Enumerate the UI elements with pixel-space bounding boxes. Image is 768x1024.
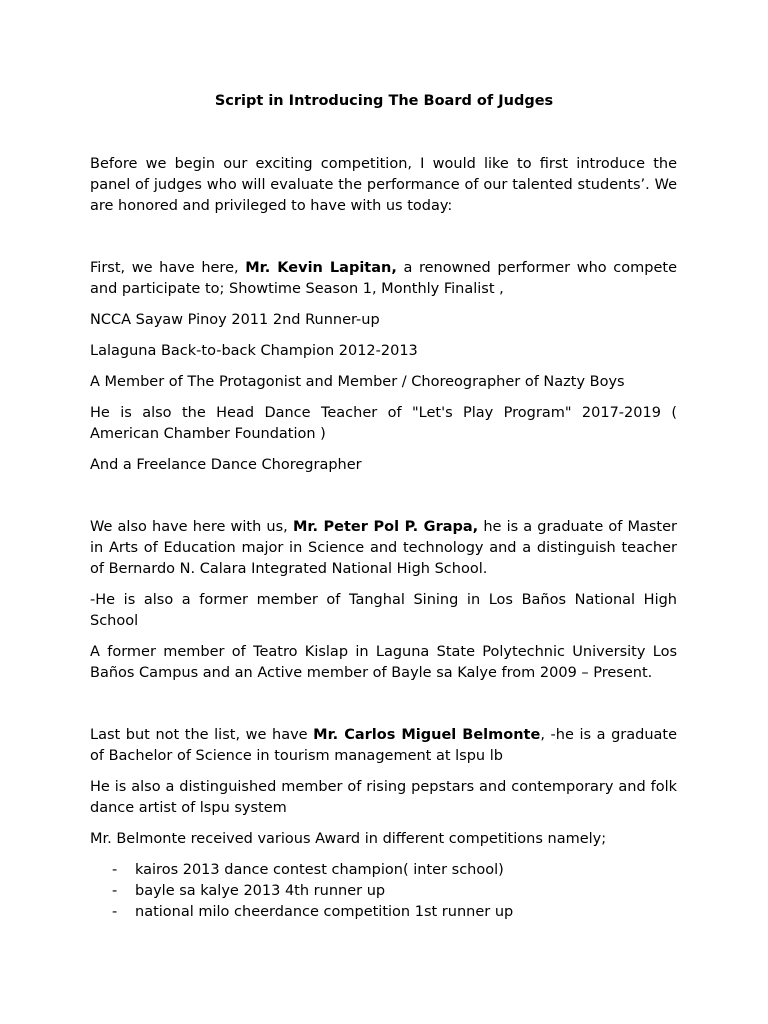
judge1-item: A Member of The Protagonist and Member / Choreographer of Nazty Boys <box>90 374 625 390</box>
judge2-desc: he is a graduate of Master in Arts of Education major in Science and technology and a distinguish teacher of Bernardo N. Calara Integrated National High School. <box>90 519 678 577</box>
award-item <box>90 860 677 881</box>
judge1-desc: a renowned performer who compete and participate to; Showtime Season 1, Monthly Finalist , <box>90 260 677 297</box>
award-item <box>90 902 677 923</box>
document-body <box>90 154 677 923</box>
judge1-item: Lalaguna Back-to-back Champion 2012-2013 <box>90 343 418 359</box>
bullet-dash: - <box>112 904 118 920</box>
judge1-item: He is also the Head Dance Teacher of "Let's Play Program" 2017-2019 ( American Chamber Foundation ) <box>90 405 677 442</box>
judge3-intro-paragraph <box>90 725 677 767</box>
judge1-intro-paragraph <box>90 258 677 300</box>
judge2-item: A former member of Teatro Kislap in Laguna State Polytechnic University Los Baños Campus and an Active member of Bayle sa Kalye from 2009 – Present. <box>90 644 677 681</box>
judge1-item: NCCA Sayaw Pinoy 2011 2nd Runner-up <box>90 312 380 328</box>
judge3-item: Mr. Belmonte received various Award in different competitions namely; <box>90 831 607 847</box>
bullet-dash: - <box>112 883 118 899</box>
judge2-name: Mr. Peter Pol P. Grapa, <box>292 519 479 535</box>
judge3-desc: , -he is a graduate of Bachelor of Science in tourism management at lspu lb <box>90 727 678 764</box>
judge3-lead: Last but not the list, we have <box>90 727 314 743</box>
intro-paragraph: Before we begin our exciting competition, I would like to first introduce the panel of judges who will evaluate the performance of our talented students’. We are honored and privileged to have with us today: <box>90 156 677 214</box>
judge3-name: Mr. Carlos Miguel Belmonte <box>313 727 541 743</box>
bullet-dash: - <box>112 862 118 878</box>
judge1-name: Mr. Kevin Lapitan, <box>245 260 397 276</box>
awards-list <box>90 860 677 923</box>
judge2-item: -He is also a former member of Tanghal Sining in Los Baños National High School <box>90 592 677 629</box>
award-text: national milo cheerdance competition 1st runner up <box>135 904 514 920</box>
judge1-item: And a Freelance Dance Choregrapher <box>90 457 362 473</box>
award-text: kairos 2013 dance contest champion( inter school) <box>135 862 504 878</box>
judge1-lead: First, we have here, <box>90 260 246 276</box>
award-text: bayle sa kalye 2013 4th runner up <box>135 883 386 899</box>
judge2-lead: We also have here with us, <box>90 519 293 535</box>
document-title: Script in Introducing The Board of Judges <box>214 93 554 109</box>
judge2-intro-paragraph <box>90 517 677 580</box>
judge3-item: He is also a distinguished member of rising pepstars and contemporary and folk dance artist of lspu system <box>90 779 677 816</box>
award-item <box>90 881 677 902</box>
